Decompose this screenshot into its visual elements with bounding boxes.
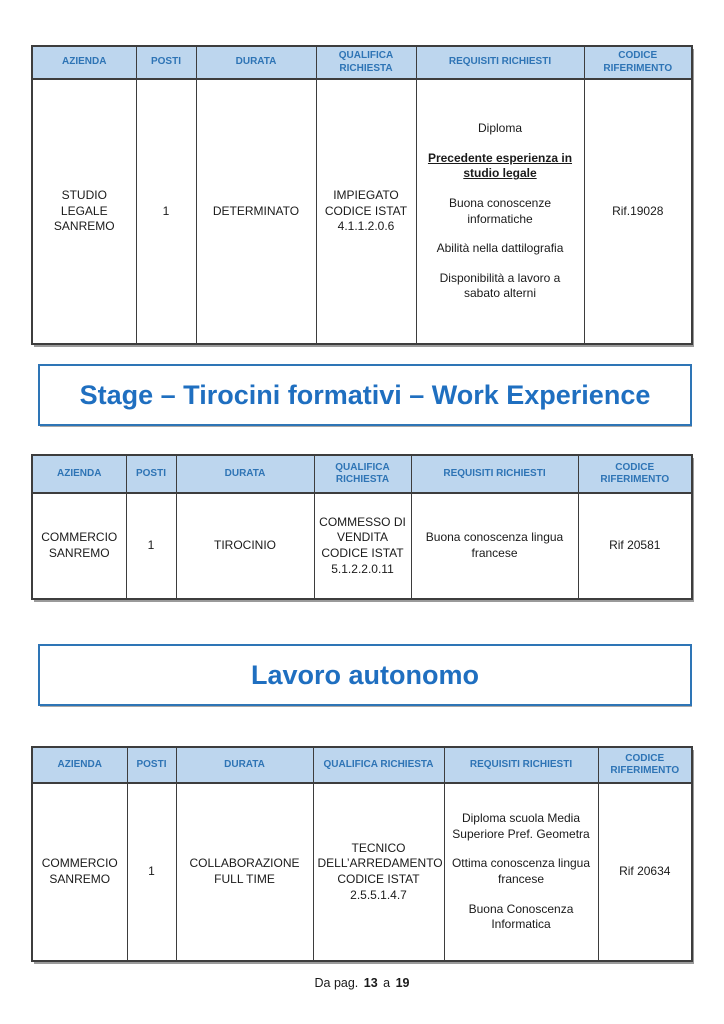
column-header-azienda: AZIENDA <box>32 455 126 493</box>
page-range-footer <box>0 976 724 990</box>
column-header-azienda: AZIENDA <box>32 46 136 79</box>
column-header-requisiti: REQUISITI RICHIESTI <box>444 747 598 783</box>
job-table-tirocinio <box>31 454 693 600</box>
cell-posti: 1 <box>126 493 176 599</box>
column-header-posti: POSTI <box>126 455 176 493</box>
job-table-studio-legale <box>31 45 693 345</box>
section-heading-lavoro-autonomo <box>38 644 692 706</box>
header-row <box>32 747 692 783</box>
requisito-item: Diploma scuola Media Superiore Pref. Geometra <box>452 811 590 841</box>
cell-durata: TIROCINIO <box>176 493 314 599</box>
column-header-codice: CODICE RIFERIMENTO <box>584 46 692 79</box>
cell-azienda: COMMERCIO SANREMO <box>32 493 126 599</box>
column-header-requisiti: REQUISITI RICHIESTI <box>416 46 584 79</box>
cell-durata: COLLABORAZIONE FULL TIME <box>176 783 313 961</box>
job-table-collaborazione <box>31 746 693 962</box>
column-header-codice: CODICE RIFERIMENTO <box>598 747 692 783</box>
header-row <box>32 46 692 79</box>
qualifica-line: CODICE ISTAT <box>321 546 404 560</box>
qualifica-line: COMMESSO DI <box>319 514 406 529</box>
qualifica-line: 5.1.2.2.0.11 <box>331 561 394 576</box>
requisito-item: Abilità nella dattilografia <box>436 241 564 256</box>
qualifica-line: 2.5.5.1.4.7 <box>350 887 407 902</box>
table-row <box>32 79 692 344</box>
header-row <box>32 455 692 493</box>
qualifica-line: DELL’ARREDAMENTO <box>317 856 443 871</box>
qualifica-line: 4.1.1.2.0.6 <box>337 219 395 234</box>
footer-label: Da pag. <box>314 976 359 990</box>
cell-qualifica <box>316 79 416 344</box>
qualifica-line: TECNICO <box>351 840 406 855</box>
section-heading-title: Lavoro autonomo <box>251 659 479 690</box>
table-row <box>32 493 692 599</box>
requisito-item: Buona conoscenza lingua francese <box>425 530 564 560</box>
column-header-durata: DURATA <box>196 46 316 79</box>
column-header-requisiti: REQUISITI RICHIESTI <box>411 455 578 493</box>
column-header-azienda: AZIENDA <box>32 747 127 783</box>
qualifica-line: CODICE ISTAT <box>337 872 420 886</box>
cell-qualifica <box>314 493 411 599</box>
footer-page-to: 19 <box>395 976 410 990</box>
qualifica-line: CODICE ISTAT <box>324 203 408 218</box>
qualifica-line: IMPIEGATO <box>333 188 399 203</box>
column-header-durata: DURATA <box>176 747 313 783</box>
cell-requisiti <box>416 79 584 344</box>
requisito-item: Buona conoscenze informatiche <box>448 195 552 226</box>
column-header-durata: DURATA <box>176 455 314 493</box>
requisito-item-emphasized: Precedente esperienza in studio legale <box>427 150 573 181</box>
cell-qualifica <box>313 783 444 961</box>
qualifica-line: VENDITA <box>336 530 389 545</box>
cell-durata: DETERMINATO <box>196 79 316 344</box>
cell-posti: 1 <box>127 783 176 961</box>
column-header-qualifica: QUALIFICA RICHIESTA <box>314 455 411 493</box>
column-header-qualifica: QUALIFICA RICHIESTA <box>316 46 416 79</box>
cell-requisiti <box>444 783 598 961</box>
cell-codice: Rif 20581 <box>578 493 692 599</box>
column-header-posti: POSTI <box>136 46 196 79</box>
cell-azienda: STUDIO LEGALE SANREMO <box>32 79 136 344</box>
requisito-item: Ottima conoscenza lingua francese <box>451 856 591 886</box>
cell-posti: 1 <box>136 79 196 344</box>
table-row <box>32 783 692 961</box>
footer-separator: a <box>383 976 391 990</box>
cell-codice: Rif.19028 <box>584 79 692 344</box>
section-heading-title: Stage – Tirocini formativi – Work Experience <box>79 379 651 410</box>
requisito-item: Diploma <box>477 121 522 136</box>
cell-requisiti <box>411 493 578 599</box>
section-heading-stage <box>38 364 692 426</box>
cell-azienda: COMMERCIO SANREMO <box>32 783 127 961</box>
column-header-posti: POSTI <box>127 747 176 783</box>
footer-page-from: 13 <box>363 976 378 990</box>
cell-codice: Rif 20634 <box>598 783 692 961</box>
requisito-item: Disponibilità a lavoro a sabato alterni <box>439 270 561 301</box>
column-header-qualifica: QUALIFICA RICHIESTA <box>313 747 444 783</box>
column-header-codice: CODICE RIFERIMENTO <box>578 455 692 493</box>
requisito-item: Buona Conoscenza Informatica <box>468 901 574 932</box>
